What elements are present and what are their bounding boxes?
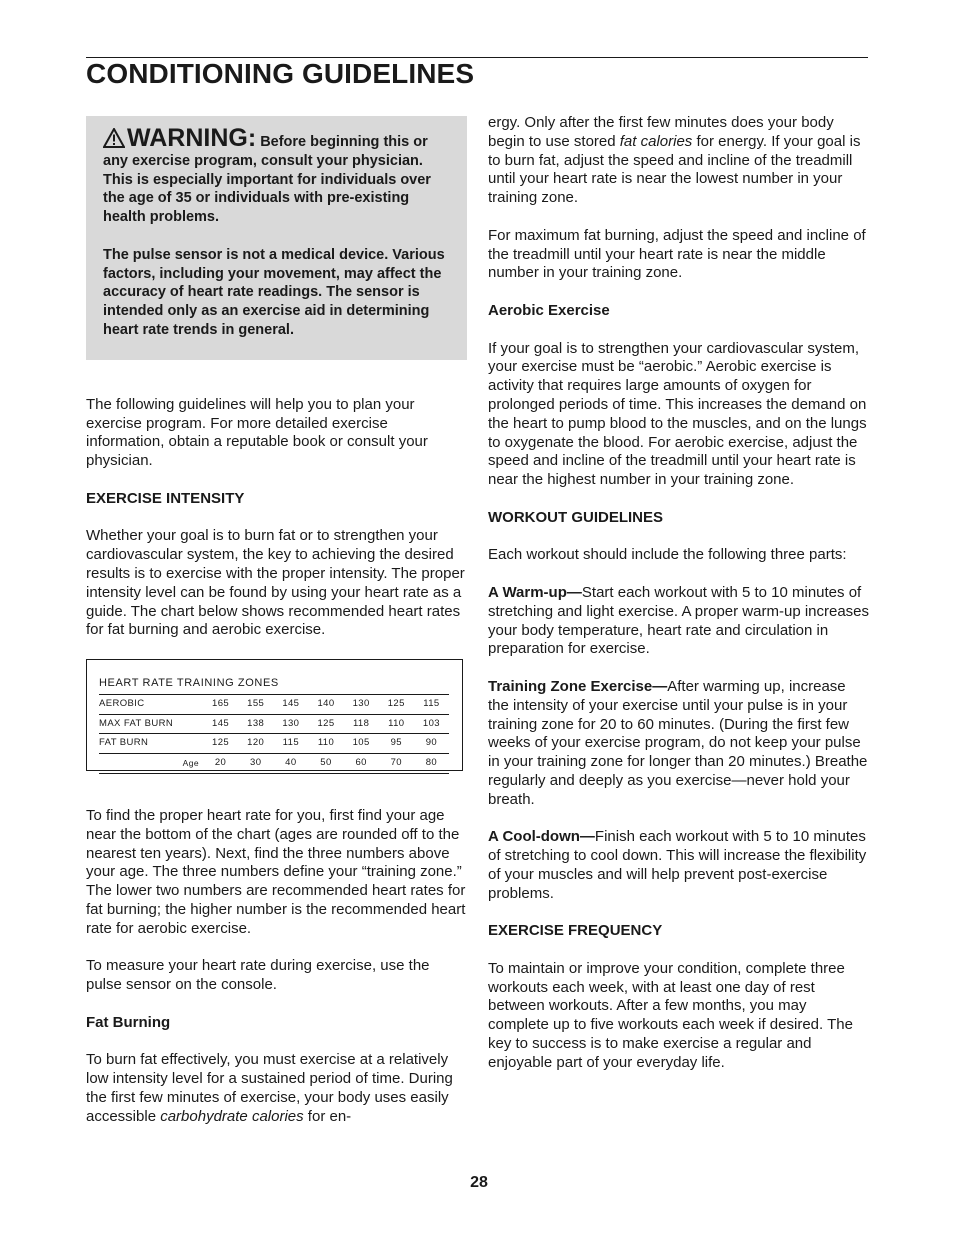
table-cell: 115 — [414, 694, 449, 714]
table-row — [99, 734, 449, 754]
table-cell: 138 — [238, 714, 273, 734]
age-label: Age — [99, 754, 203, 774]
right-column — [488, 114, 870, 1091]
table-cell: 118 — [344, 714, 379, 734]
warning-triangle-icon — [103, 128, 125, 148]
warning-text-1 — [103, 124, 449, 227]
warmup-text: Start each workout with 5 to 10 minutes of stretching and light exercise. A proper warm-up increases your body temperature, heart rate and circulation in preparation for exercise. — [488, 583, 870, 658]
training-zone-text: After warming up, increase the intensity of your exercise until your pulse is in your training zone for 20 to 60 minutes. (During the first few weeks of your exercise program, do not keep your pulse in your training zone for longer than 20 minutes.) Breathe regularly and deeply as you exercise—never hold your breath. — [488, 677, 868, 808]
table-cell: 110 — [379, 714, 414, 734]
age-cell: 40 — [273, 754, 308, 774]
age-cell: 70 — [379, 754, 414, 774]
age-cell: 60 — [344, 754, 379, 774]
exercise-intensity-text: Whether your goal is to burn fat or to strengthen your cardiovascular system, the key to achieving the desired results is to exercise with the proper intensity. The proper intensity level can be found by using your heart rate as a guide. The chart below shows recommended heart rates for fat burning and aerobic exercise. — [86, 527, 465, 639]
age-row — [99, 754, 449, 774]
fat-burning-text-b — [488, 114, 870, 208]
table-cell: 103 — [414, 714, 449, 734]
fat-burning-a-text: To burn fat effectively, you must exercise at a relatively low intensity level for a sustained period of time. During the first few minutes of exercise, your body uses easily accessible — [86, 1051, 453, 1125]
table-cell: 125 — [308, 714, 343, 734]
table-cell: 140 — [308, 694, 343, 714]
training-zone-label: Training Zone Exercise— — [488, 677, 668, 695]
warning-box — [86, 116, 467, 360]
cooldown-paragraph — [488, 828, 870, 903]
age-cell: 80 — [414, 754, 449, 774]
table-cell: 125 — [203, 734, 238, 754]
warmup-label: A Warm-up— — [488, 583, 582, 601]
measure-paragraph: To measure your heart rate during exercise, use the pulse sensor on the console. — [86, 957, 430, 994]
find-rate-paragraph: To find the proper heart rate for you, first find your age near the bottom of the chart (ages are rounded off to the nearest ten years). Next, find the three numbers above your age. The three numbers define your “training zone.” The lower two numbers are recommended heart rates for fat burning; the higher number is the recommended heart rate for aerobic exercise. — [86, 806, 466, 937]
workout-intro: Each workout should include the following three parts: — [488, 546, 847, 564]
table-row — [99, 714, 449, 734]
intro-paragraph: The following guidelines will help you to plan your exercise program. For more detailed exercise information, obtain a reputable book or consult your physician. — [86, 395, 428, 470]
table-cell: 115 — [273, 734, 308, 754]
row-label: FAT BURN — [99, 734, 203, 754]
table-cell: 120 — [238, 734, 273, 754]
heart-rate-table — [99, 694, 449, 774]
table-cell: 165 — [203, 694, 238, 714]
age-cell: 20 — [203, 754, 238, 774]
frequency-heading: EXERCISE FREQUENCY — [488, 922, 663, 940]
table-cell: 155 — [238, 694, 273, 714]
table-cell: 145 — [273, 694, 308, 714]
row-label: MAX FAT BURN — [99, 714, 203, 734]
table-cell: 130 — [273, 714, 308, 734]
fat-burning-b-text: Only after the first few minutes does your body begin to use stored — [488, 114, 834, 150]
fat-burning-b-cont: ergy. — [488, 114, 521, 131]
table-cell: 105 — [344, 734, 379, 754]
fat-burning-heading: Fat Burning — [86, 1013, 171, 1031]
table-cell: 125 — [379, 694, 414, 714]
age-cell: 50 — [308, 754, 343, 774]
training-zone-paragraph — [488, 678, 870, 810]
warning-heading: WARNING: — [127, 124, 257, 152]
max-fat-burn-paragraph: For maximum fat burning, adjust the speed and incline of the treadmill until your heart rate is near the middle number in your training zone. — [488, 226, 866, 282]
page-title: CONDITIONING GUIDELINES — [86, 58, 475, 89]
row-label: AEROBIC — [99, 694, 203, 714]
workout-heading: WORKOUT GUIDELINES — [488, 508, 663, 526]
age-cell: 30 — [238, 754, 273, 774]
heart-rate-chart — [86, 659, 463, 771]
aerobic-text: If your goal is to strengthen your cardiovascular system, your exercise must be “aerobic.” Aerobic exercise is activity that requires large amounts of oxygen for prolonged periods of time. This increases the demand on the heart to pump blood to the muscles, and on the lungs to oxygenate the blood. For aerobic exercise, adjust the speed and incline of the treadmill until your heart rate is near the highest number in your training zone. — [488, 339, 867, 489]
cooldown-text: Finish each workout with 5 to 10 minutes of stretching to cool down. This will increase the flexibility of your muscles and will help prevent post-exercise problems. — [488, 828, 867, 902]
left-column — [86, 116, 466, 1145]
table-cell: 145 — [203, 714, 238, 734]
table-cell: 130 — [344, 694, 379, 714]
carbohydrate-calories-em: carbohydrate calories — [160, 1107, 304, 1125]
table-cell: 90 — [414, 734, 449, 754]
aerobic-heading: Aerobic Exercise — [488, 301, 610, 319]
frequency-text: To maintain or improve your condition, complete three workouts each week, with at least one day of rest between workouts. After a few months, you may complete up to five workouts each week if desired. The key to success is to make exercise a regular and enjoyable part of your everyday life. — [488, 959, 853, 1071]
table-cell: 110 — [308, 734, 343, 754]
fat-calories-em: fat calories — [619, 132, 693, 150]
table-row — [99, 694, 449, 714]
chart-title: HEART RATE TRAINING ZONES — [99, 676, 279, 689]
table-cell: 95 — [379, 734, 414, 754]
warning-body-1: Before beginning this or any exercise program, consult your physician. This is especially important for individuals over the age of 35 or individuals with pre-existing health problems. — [103, 134, 431, 226]
warning-text-2: The pulse sensor is not a medical device. Various factors, including your movement, may affect the accuracy of heart rate readings. The sensor is intended only as an exercise aid in determining heart rate trends in general. — [103, 246, 445, 338]
warmup-paragraph — [488, 584, 870, 659]
fat-burning-text-a: To burn fat effectively, you must exercise at a relatively low intensity level for a sustained period of time. During the first few minutes of exercise, your body uses easily accessible carbohydrate calories for en- — [86, 1051, 453, 1125]
page-number: 28 — [470, 1174, 488, 1191]
exercise-intensity-heading: EXERCISE INTENSITY — [86, 489, 245, 507]
cooldown-label: A Cool-down— — [488, 828, 595, 846]
fat-burning-c-text: for energy. If your goal is to burn fat, adjust the speed and incline of the treadmill until your heart rate is near the lowest number in your training zone. — [488, 132, 861, 207]
